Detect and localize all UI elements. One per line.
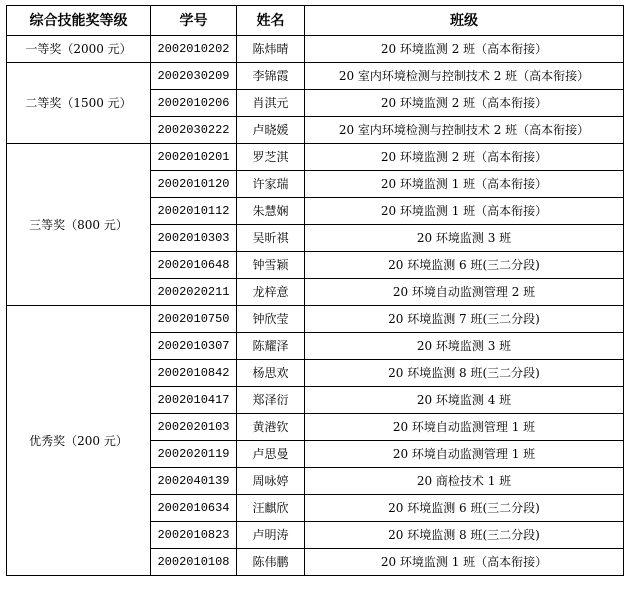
- class-name-cell: 20 室内环境检测与控制技术 2 班（高本衔接）: [305, 63, 624, 90]
- class-name-cell: 20 环境监测 3 班: [305, 333, 624, 360]
- header-class: 班级: [305, 6, 624, 36]
- student-id-cell: 2002010823: [151, 522, 237, 549]
- student-name-cell: 肖淇元: [237, 90, 305, 117]
- award-table: [6, 5, 624, 576]
- class-name-cell: 20 环境监测 7 班(三二分段): [305, 306, 624, 333]
- student-id-cell: 2002010842: [151, 360, 237, 387]
- student-id-cell: 2002010120: [151, 171, 237, 198]
- award-level-cell: 三等奖（800 元）: [7, 144, 151, 306]
- student-name-cell: 钟欣莹: [237, 306, 305, 333]
- student-id-cell: 2002010206: [151, 90, 237, 117]
- student-id-cell: 2002010202: [151, 36, 237, 63]
- student-name-cell: 龙梓意: [237, 279, 305, 306]
- student-name-cell: 罗芝淇: [237, 144, 305, 171]
- class-name-cell: 20 环境自动监测管理 1 班: [305, 441, 624, 468]
- student-id-cell: 2002030222: [151, 117, 237, 144]
- student-name-cell: 卢晓媛: [237, 117, 305, 144]
- student-id-cell: 2002020119: [151, 441, 237, 468]
- student-id-cell: 2002040139: [151, 468, 237, 495]
- student-name-cell: 许家瑞: [237, 171, 305, 198]
- student-id-cell: 2002020103: [151, 414, 237, 441]
- student-name-cell: 卢明涛: [237, 522, 305, 549]
- class-name-cell: 20 环境监测 2 班（高本衔接）: [305, 90, 624, 117]
- header-award-level: 综合技能奖等级: [7, 6, 151, 36]
- student-name-cell: 吴昕祺: [237, 225, 305, 252]
- class-name-cell: 20 环境监测 8 班(三二分段): [305, 360, 624, 387]
- class-name-cell: 20 环境监测 2 班（高本衔接）: [305, 36, 624, 63]
- class-name-cell: 20 环境监测 1 班（高本衔接）: [305, 171, 624, 198]
- student-name-cell: 周咏婷: [237, 468, 305, 495]
- student-name-cell: 钟雪颖: [237, 252, 305, 279]
- table-row: [7, 306, 624, 333]
- class-name-cell: 20 环境监测 1 班（高本衔接）: [305, 198, 624, 225]
- table-row: [7, 144, 624, 171]
- student-id-cell: 2002010750: [151, 306, 237, 333]
- award-level-cell: 二等奖（1500 元）: [7, 63, 151, 144]
- class-name-cell: 20 环境监测 6 班(三二分段): [305, 495, 624, 522]
- student-name-cell: 卢思曼: [237, 441, 305, 468]
- class-name-cell: 20 环境监测 3 班: [305, 225, 624, 252]
- student-name-cell: 陈伟鹏: [237, 549, 305, 576]
- class-name-cell: 20 环境监测 8 班(三二分段): [305, 522, 624, 549]
- student-name-cell: 陈耀泽: [237, 333, 305, 360]
- table-row: [7, 36, 624, 63]
- student-id-cell: 2002030209: [151, 63, 237, 90]
- header-row: [7, 6, 624, 36]
- student-name-cell: 朱慧娴: [237, 198, 305, 225]
- student-id-cell: 2002010648: [151, 252, 237, 279]
- table-row: [7, 63, 624, 90]
- class-name-cell: 20 环境监测 4 班: [305, 387, 624, 414]
- student-id-cell: 2002010634: [151, 495, 237, 522]
- student-name-cell: 李锦霞: [237, 63, 305, 90]
- student-name-cell: 陈炜晴: [237, 36, 305, 63]
- student-id-cell: 2002010112: [151, 198, 237, 225]
- class-name-cell: 20 环境监测 2 班（高本衔接）: [305, 144, 624, 171]
- student-name-cell: 杨思欢: [237, 360, 305, 387]
- student-name-cell: 汪麒欣: [237, 495, 305, 522]
- class-name-cell: 20 室内环境检测与控制技术 2 班（高本衔接）: [305, 117, 624, 144]
- header-student-id: 学号: [151, 6, 237, 36]
- student-name-cell: 郑泽衍: [237, 387, 305, 414]
- student-name-cell: 黄港钦: [237, 414, 305, 441]
- student-id-cell: 2002020211: [151, 279, 237, 306]
- student-id-cell: 2002010201: [151, 144, 237, 171]
- table-body: [7, 36, 624, 576]
- class-name-cell: 20 环境监测 6 班(三二分段): [305, 252, 624, 279]
- student-id-cell: 2002010307: [151, 333, 237, 360]
- award-level-cell: 一等奖（2000 元）: [7, 36, 151, 63]
- student-id-cell: 2002010417: [151, 387, 237, 414]
- class-name-cell: 20 环境自动监测管理 2 班: [305, 279, 624, 306]
- class-name-cell: 20 商检技术 1 班: [305, 468, 624, 495]
- class-name-cell: 20 环境监测 1 班（高本衔接）: [305, 549, 624, 576]
- award-level-cell: 优秀奖（200 元）: [7, 306, 151, 576]
- student-id-cell: 2002010303: [151, 225, 237, 252]
- student-id-cell: 2002010108: [151, 549, 237, 576]
- header-name: 姓名: [237, 6, 305, 36]
- class-name-cell: 20 环境自动监测管理 1 班: [305, 414, 624, 441]
